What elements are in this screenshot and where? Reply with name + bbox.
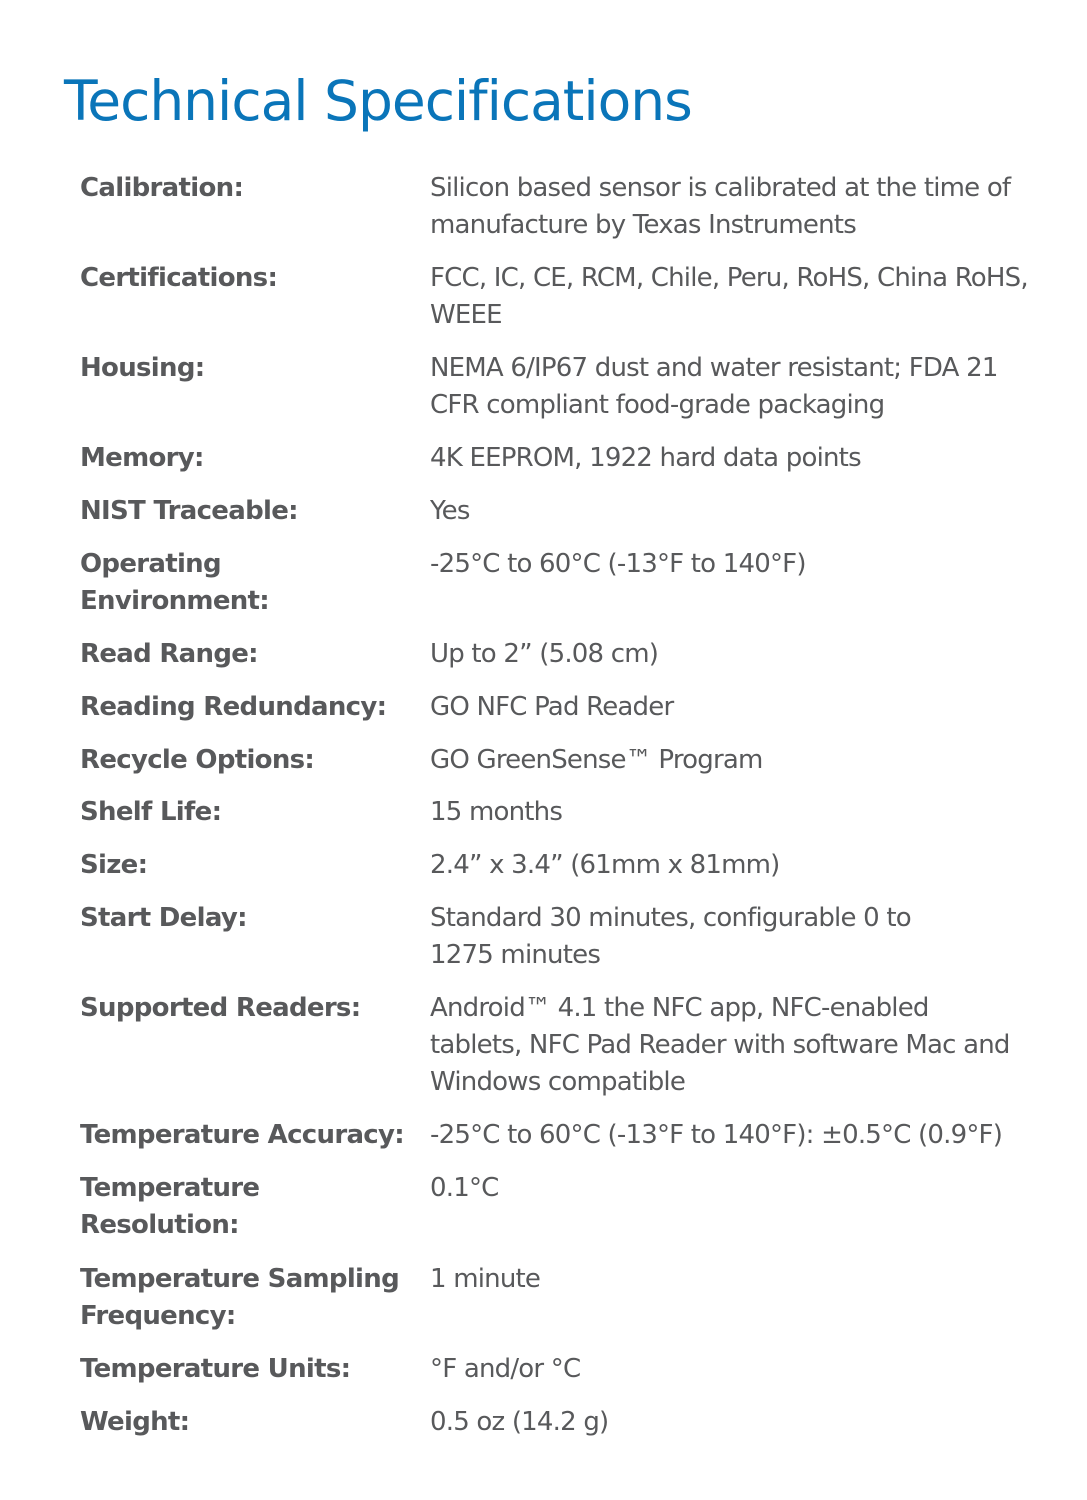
spec-value: Android™ 4.1 the NFC app, NFC-enabled tablets, NFC Pad Reader with software Mac and Windows compatible: [430, 993, 1010, 1097]
spec-label: Certifications:: [80, 263, 278, 293]
spec-label: Calibration:: [80, 173, 244, 203]
spec-label: Temperature Units:: [80, 1354, 351, 1384]
spec-value: 0.1°C: [430, 1173, 499, 1203]
spec-value: 0.5 oz (14.2 g): [430, 1407, 609, 1437]
spec-value: 15 months: [430, 797, 563, 827]
spec-value: 2.4” x 3.4” (61mm x 81mm): [430, 850, 780, 880]
spec-value: Yes: [430, 496, 470, 526]
spec-label: Reading Redundancy:: [80, 692, 387, 722]
spec-label: Weight:: [80, 1407, 190, 1437]
spec-label: Size:: [80, 850, 148, 880]
spec-value: Up to 2” (5.08 cm): [430, 639, 659, 669]
spec-value: 1 minute: [430, 1264, 541, 1294]
spec-label: Supported Readers:: [80, 993, 361, 1023]
spec-label: Temperature Resolution:: [80, 1173, 260, 1240]
spec-value: Silicon based sensor is calibrated at the time of manufacture by Texas Instruments: [430, 173, 1011, 240]
page-title: Technical Specifications: [64, 69, 692, 133]
spec-label: Housing:: [80, 353, 205, 383]
spec-label: NIST Traceable:: [80, 496, 298, 526]
spec-value: NEMA 6/IP67 dust and water resistant; FDA 21 CFR compliant food-grade packaging: [430, 353, 998, 420]
spec-label: Memory:: [80, 443, 204, 473]
spec-value: 4K EEPROM, 1922 hard data points: [430, 443, 861, 473]
spec-value: -25°C to 60°C (-13°F to 140°F): [430, 549, 806, 579]
spec-label: Start Delay:: [80, 903, 247, 933]
spec-label: Recycle Options:: [80, 745, 315, 775]
spec-label: Read Range:: [80, 639, 258, 669]
spec-label: Temperature Sampling Frequency:: [80, 1264, 399, 1331]
spec-value: -25°C to 60°C (-13°F to 140°F): ±0.5°C (0.9°F): [430, 1120, 1003, 1150]
spec-label: Temperature Accuracy:: [80, 1120, 404, 1150]
spec-value: GO GreenSense™ Program: [430, 745, 763, 775]
spec-label: Operating Environment:: [80, 549, 269, 616]
spec-value: Standard 30 minutes, configurable 0 to 1275 minutes: [430, 903, 911, 970]
spec-value: °F and/or °C: [430, 1354, 581, 1384]
spec-label: Shelf Life:: [80, 797, 222, 827]
spec-value: GO NFC Pad Reader: [430, 692, 674, 722]
spec-value: FCC, IC, CE, RCM, Chile, Peru, RoHS, China RoHS, WEEE: [430, 263, 1028, 330]
